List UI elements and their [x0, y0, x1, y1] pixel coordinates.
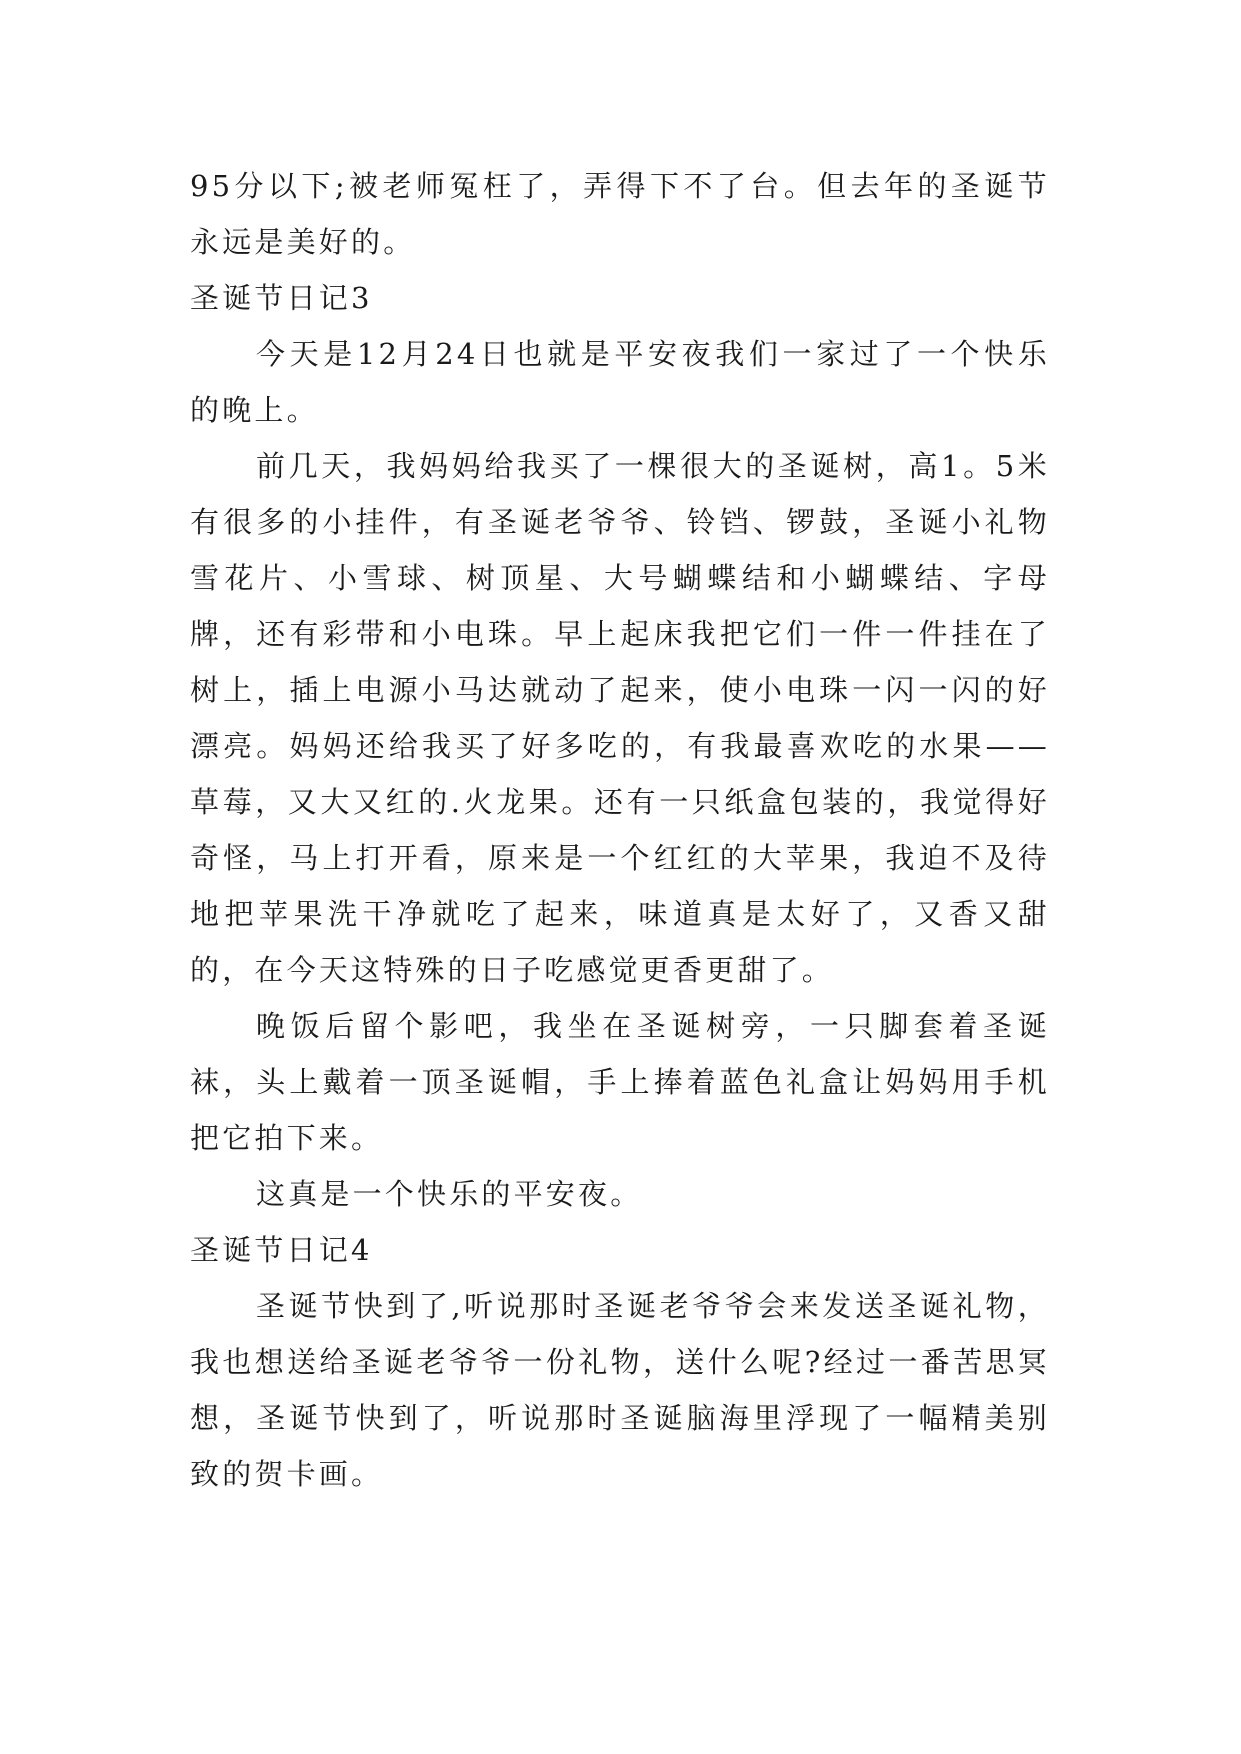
- paragraph: 今天是12月24日也就是平安夜我们一家过了一个快乐的晚上。: [190, 337, 1050, 427]
- paragraph: 圣诞节快到了,听说那时圣诞老爷爷会来发送圣诞礼物，我也想送给圣诞老爷爷一份礼物，送什么呢?经过一番苦思冥想，圣诞节快到了，听说那时圣诞脑海里浮现了一幅精美别致的贺卡画。: [190, 1289, 1050, 1491]
- paragraph: 这真是一个快乐的平安夜。: [256, 1177, 643, 1211]
- section-heading-diary-3: 圣诞节日记3: [190, 281, 373, 315]
- section-heading-diary-4: 圣诞节日记4: [190, 1233, 373, 1267]
- paragraph: 前几天，我妈妈给我买了一棵很大的圣诞树，高1。5米有很多的小挂件，有圣诞老爷爷、铃铛、锣鼓，圣诞小礼物雪花片、小雪球、树顶星、大号蝴蝶结和小蝴蝶结、字母牌，还有彩带和小电珠。早上起床我把它们一件一件挂在了树上，插上电源小马达就动了起来，使小电珠一闪一闪的好漂亮。妈妈还给我买了好多吃的，有我最喜欢吃的水果——草莓，又大又红的.火龙果。还有一只纸盒包装的，我觉得好奇怪，马上打开看，原来是一个红红的大苹果，我迫不及待地把苹果洗干净就吃了起来，味道真是太好了，又香又甜的，在今天这特殊的日子吃感觉更香更甜了。: [190, 449, 1050, 987]
- document-body: [190, 158, 1050, 1502]
- paragraph: 晚饭后留个影吧，我坐在圣诞树旁，一只脚套着圣诞袜，头上戴着一顶圣诞帽，手上捧着蓝色礼盒让妈妈用手机把它拍下来。: [190, 1009, 1050, 1155]
- paragraph-continuation: 95分以下;被老师冤枉了，弄得下不了台。但去年的圣诞节永远是美好的。: [190, 169, 1050, 259]
